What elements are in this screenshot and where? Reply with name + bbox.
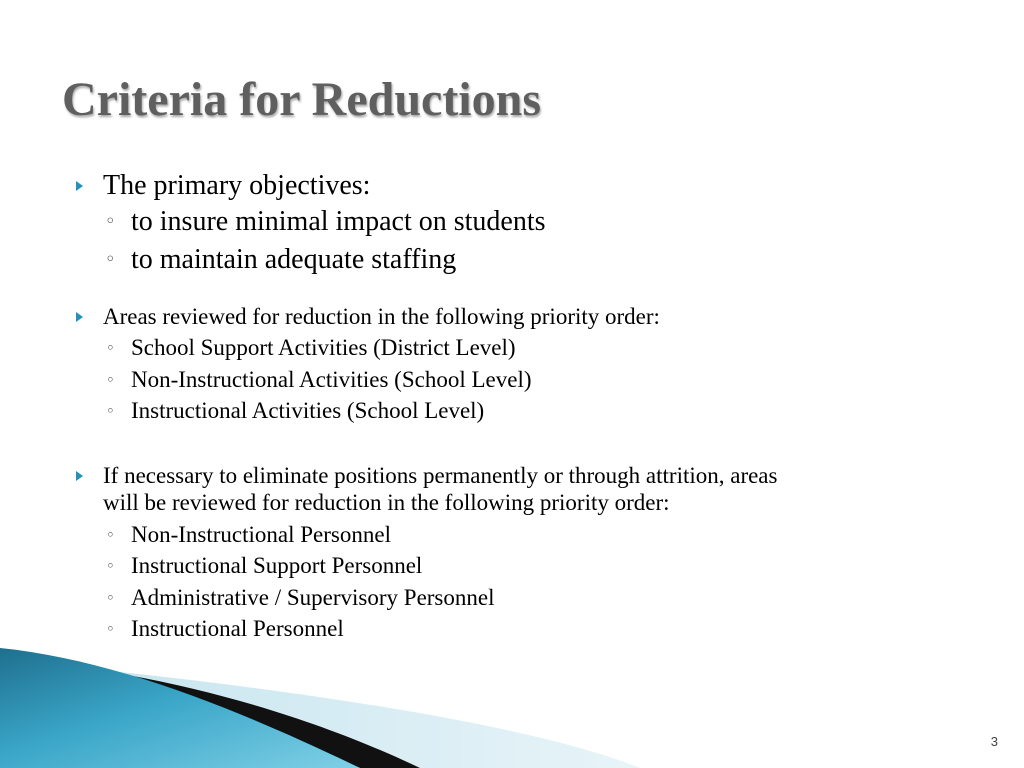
circle-bullet-icon: ◦ xyxy=(106,402,115,420)
circle-bullet-icon: ◦ xyxy=(106,526,115,544)
arrow-bullet-icon xyxy=(76,312,83,322)
slide-title: Criteria for Reductions xyxy=(62,73,542,126)
sub-bullet-item: Instructional Activities (School Level) xyxy=(131,398,485,423)
bullet-heading: The primary objectives: xyxy=(103,170,371,201)
sub-bullet-item: School Support Activities (District Level) xyxy=(131,335,516,360)
page-number: 3 xyxy=(990,734,998,749)
sub-bullet-item: Non-Instructional Personnel xyxy=(131,522,391,547)
arrow-bullet-icon xyxy=(76,181,83,191)
bullet-heading-line2: will be reviewed for reduction in the following priority order: xyxy=(103,490,670,515)
bullet-heading-line1: If necessary to eliminate positions permanently or through attrition, areas xyxy=(103,463,778,488)
circle-bullet-icon: ◦ xyxy=(106,339,115,357)
arrow-bullet-icon xyxy=(76,471,83,481)
circle-bullet-icon: ◦ xyxy=(106,557,115,575)
sub-bullet-item: Instructional Support Personnel xyxy=(131,553,423,578)
sub-bullet-item: to maintain adequate staffing xyxy=(131,244,457,275)
sub-bullet-item: Administrative / Supervisory Personnel xyxy=(131,585,495,610)
circle-bullet-icon: ◦ xyxy=(106,620,115,638)
sub-bullet-item: Non-Instructional Activities (School Level) xyxy=(131,367,532,392)
sub-bullet-item: Instructional Personnel xyxy=(131,616,344,641)
circle-bullet-icon: ◦ xyxy=(105,249,116,270)
bullet-heading: Areas reviewed for reduction in the following priority order: xyxy=(103,304,660,329)
sub-bullet-item: to insure minimal impact on students xyxy=(131,206,546,237)
circle-bullet-icon: ◦ xyxy=(105,211,116,232)
circle-bullet-icon: ◦ xyxy=(106,589,115,607)
circle-bullet-icon: ◦ xyxy=(106,371,115,389)
